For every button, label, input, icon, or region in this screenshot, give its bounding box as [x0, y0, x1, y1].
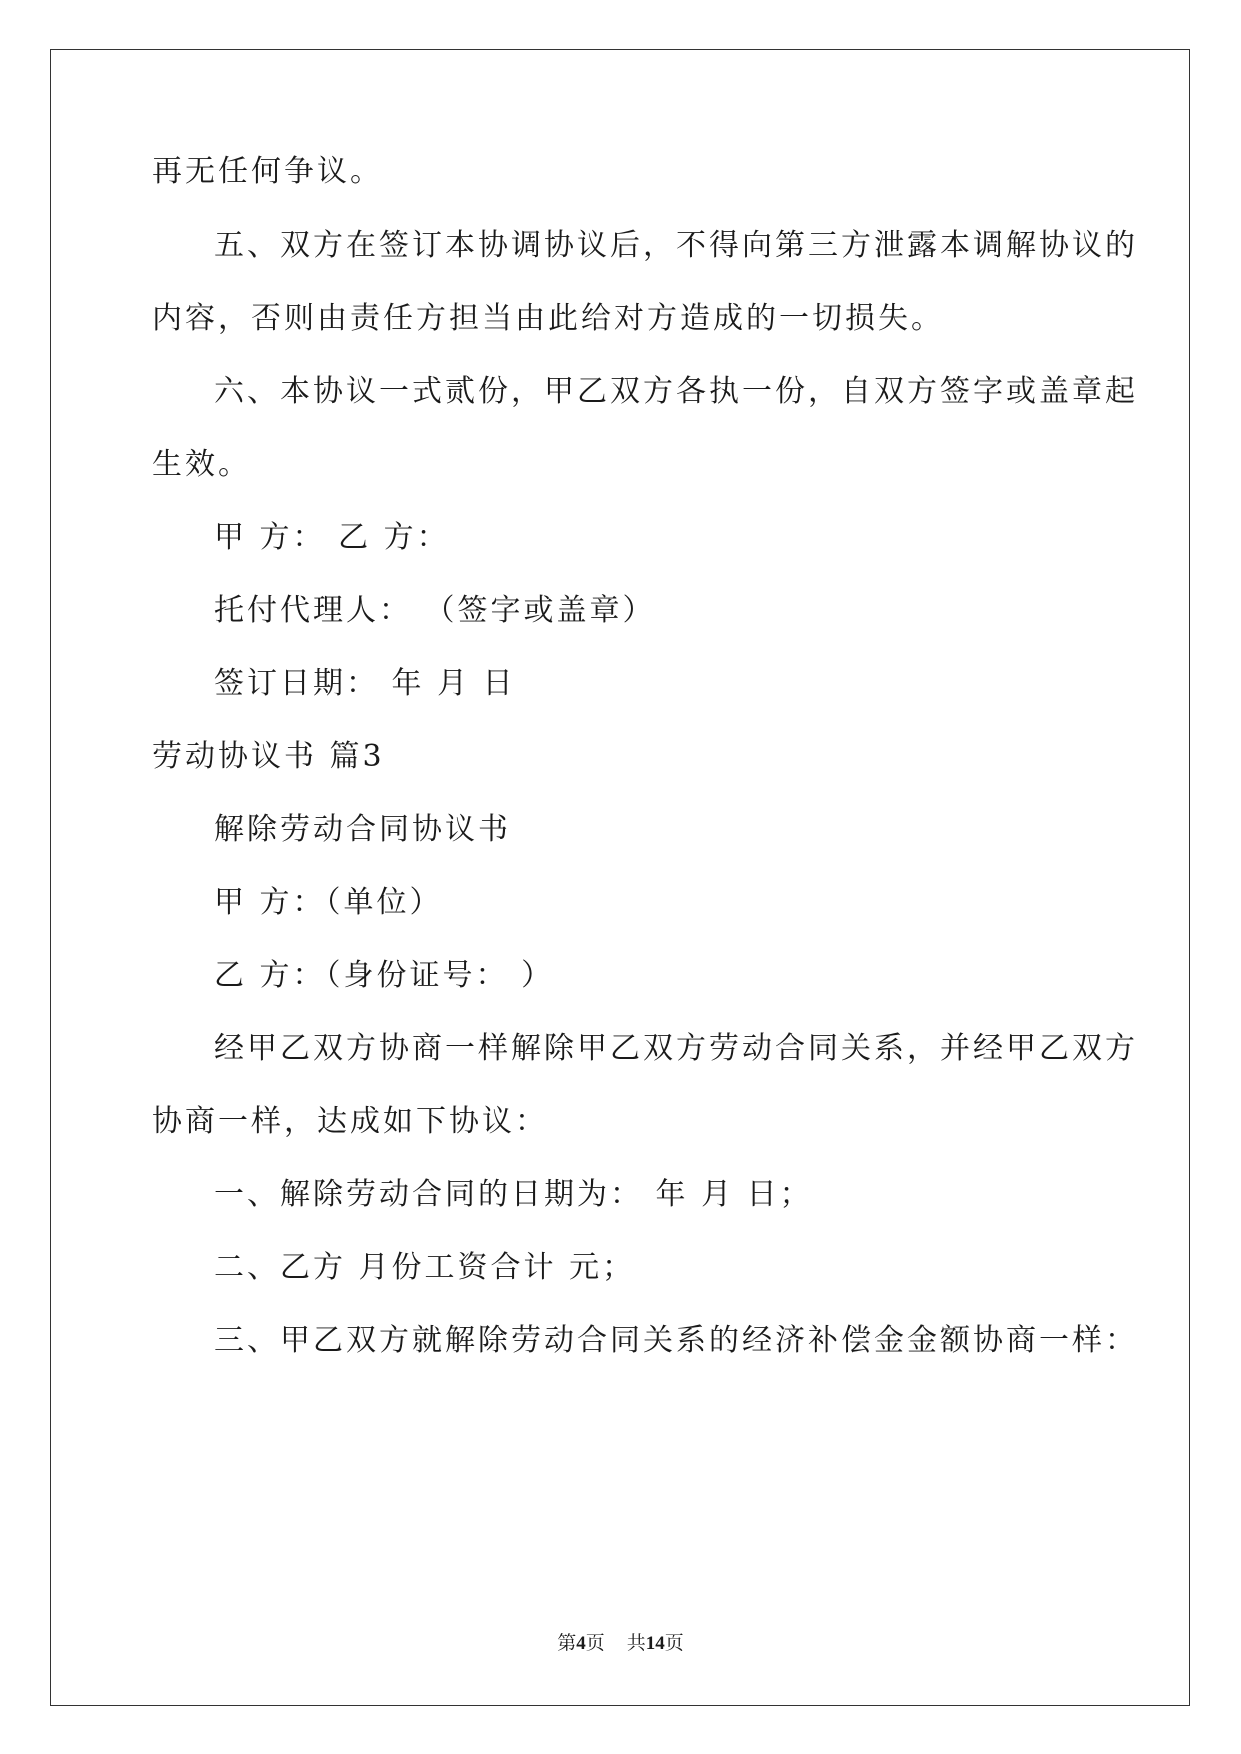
page-footer [0, 1632, 1241, 1656]
agent-signature-line: 托付代理人： （签字或盖章） [214, 593, 656, 628]
clause-6-line-2: 生效。 [152, 447, 251, 482]
total-suffix: 页 [664, 1633, 684, 1654]
party-a-line: 甲 方：（单位） [214, 885, 443, 920]
preamble-line-2: 协商一样，达成如下协议： [152, 1104, 548, 1139]
page-suffix: 页 [585, 1633, 605, 1654]
party-b-line: 乙 方：（身份证号： ） [214, 958, 555, 993]
clause-2-line: 二、乙方 月份工资合计 元； [214, 1250, 636, 1285]
clause-1-line: 一、解除劳动合同的日期为： 年 月 日； [214, 1177, 813, 1212]
body-line-1: 再无任何争议。 [152, 154, 383, 189]
page-number: 4 [576, 1633, 586, 1654]
agreement-title: 解除劳动合同协议书 [214, 812, 511, 847]
sign-date-line: 签订日期： 年 月 日 [214, 666, 516, 701]
section-heading: 劳动协议书 篇3 [152, 739, 385, 774]
page-border [50, 49, 1190, 1706]
clause-5-line-2: 内容，否则由责任方担当由此给对方造成的一切损失。 [152, 301, 944, 336]
clause-3-line: 三、甲乙双方就解除劳动合同关系的经济补偿金金额协商一样： [214, 1323, 1138, 1358]
total-pages: 14 [645, 1633, 665, 1654]
page-prefix: 第 [557, 1633, 577, 1654]
total-prefix: 共 [626, 1633, 646, 1654]
party-signature-line: 甲 方： 乙 方： [214, 520, 450, 555]
preamble-line-1: 经甲乙双方协商一样解除甲乙双方劳动合同关系，并经甲乙双方 [214, 1031, 1138, 1066]
clause-5-line-1: 五、双方在签订本协调协议后，不得向第三方泄露本调解协议的 [214, 228, 1138, 263]
clause-6-line-1: 六、本协议一式贰份，甲乙双方各执一份，自双方签字或盖章起 [214, 374, 1138, 409]
